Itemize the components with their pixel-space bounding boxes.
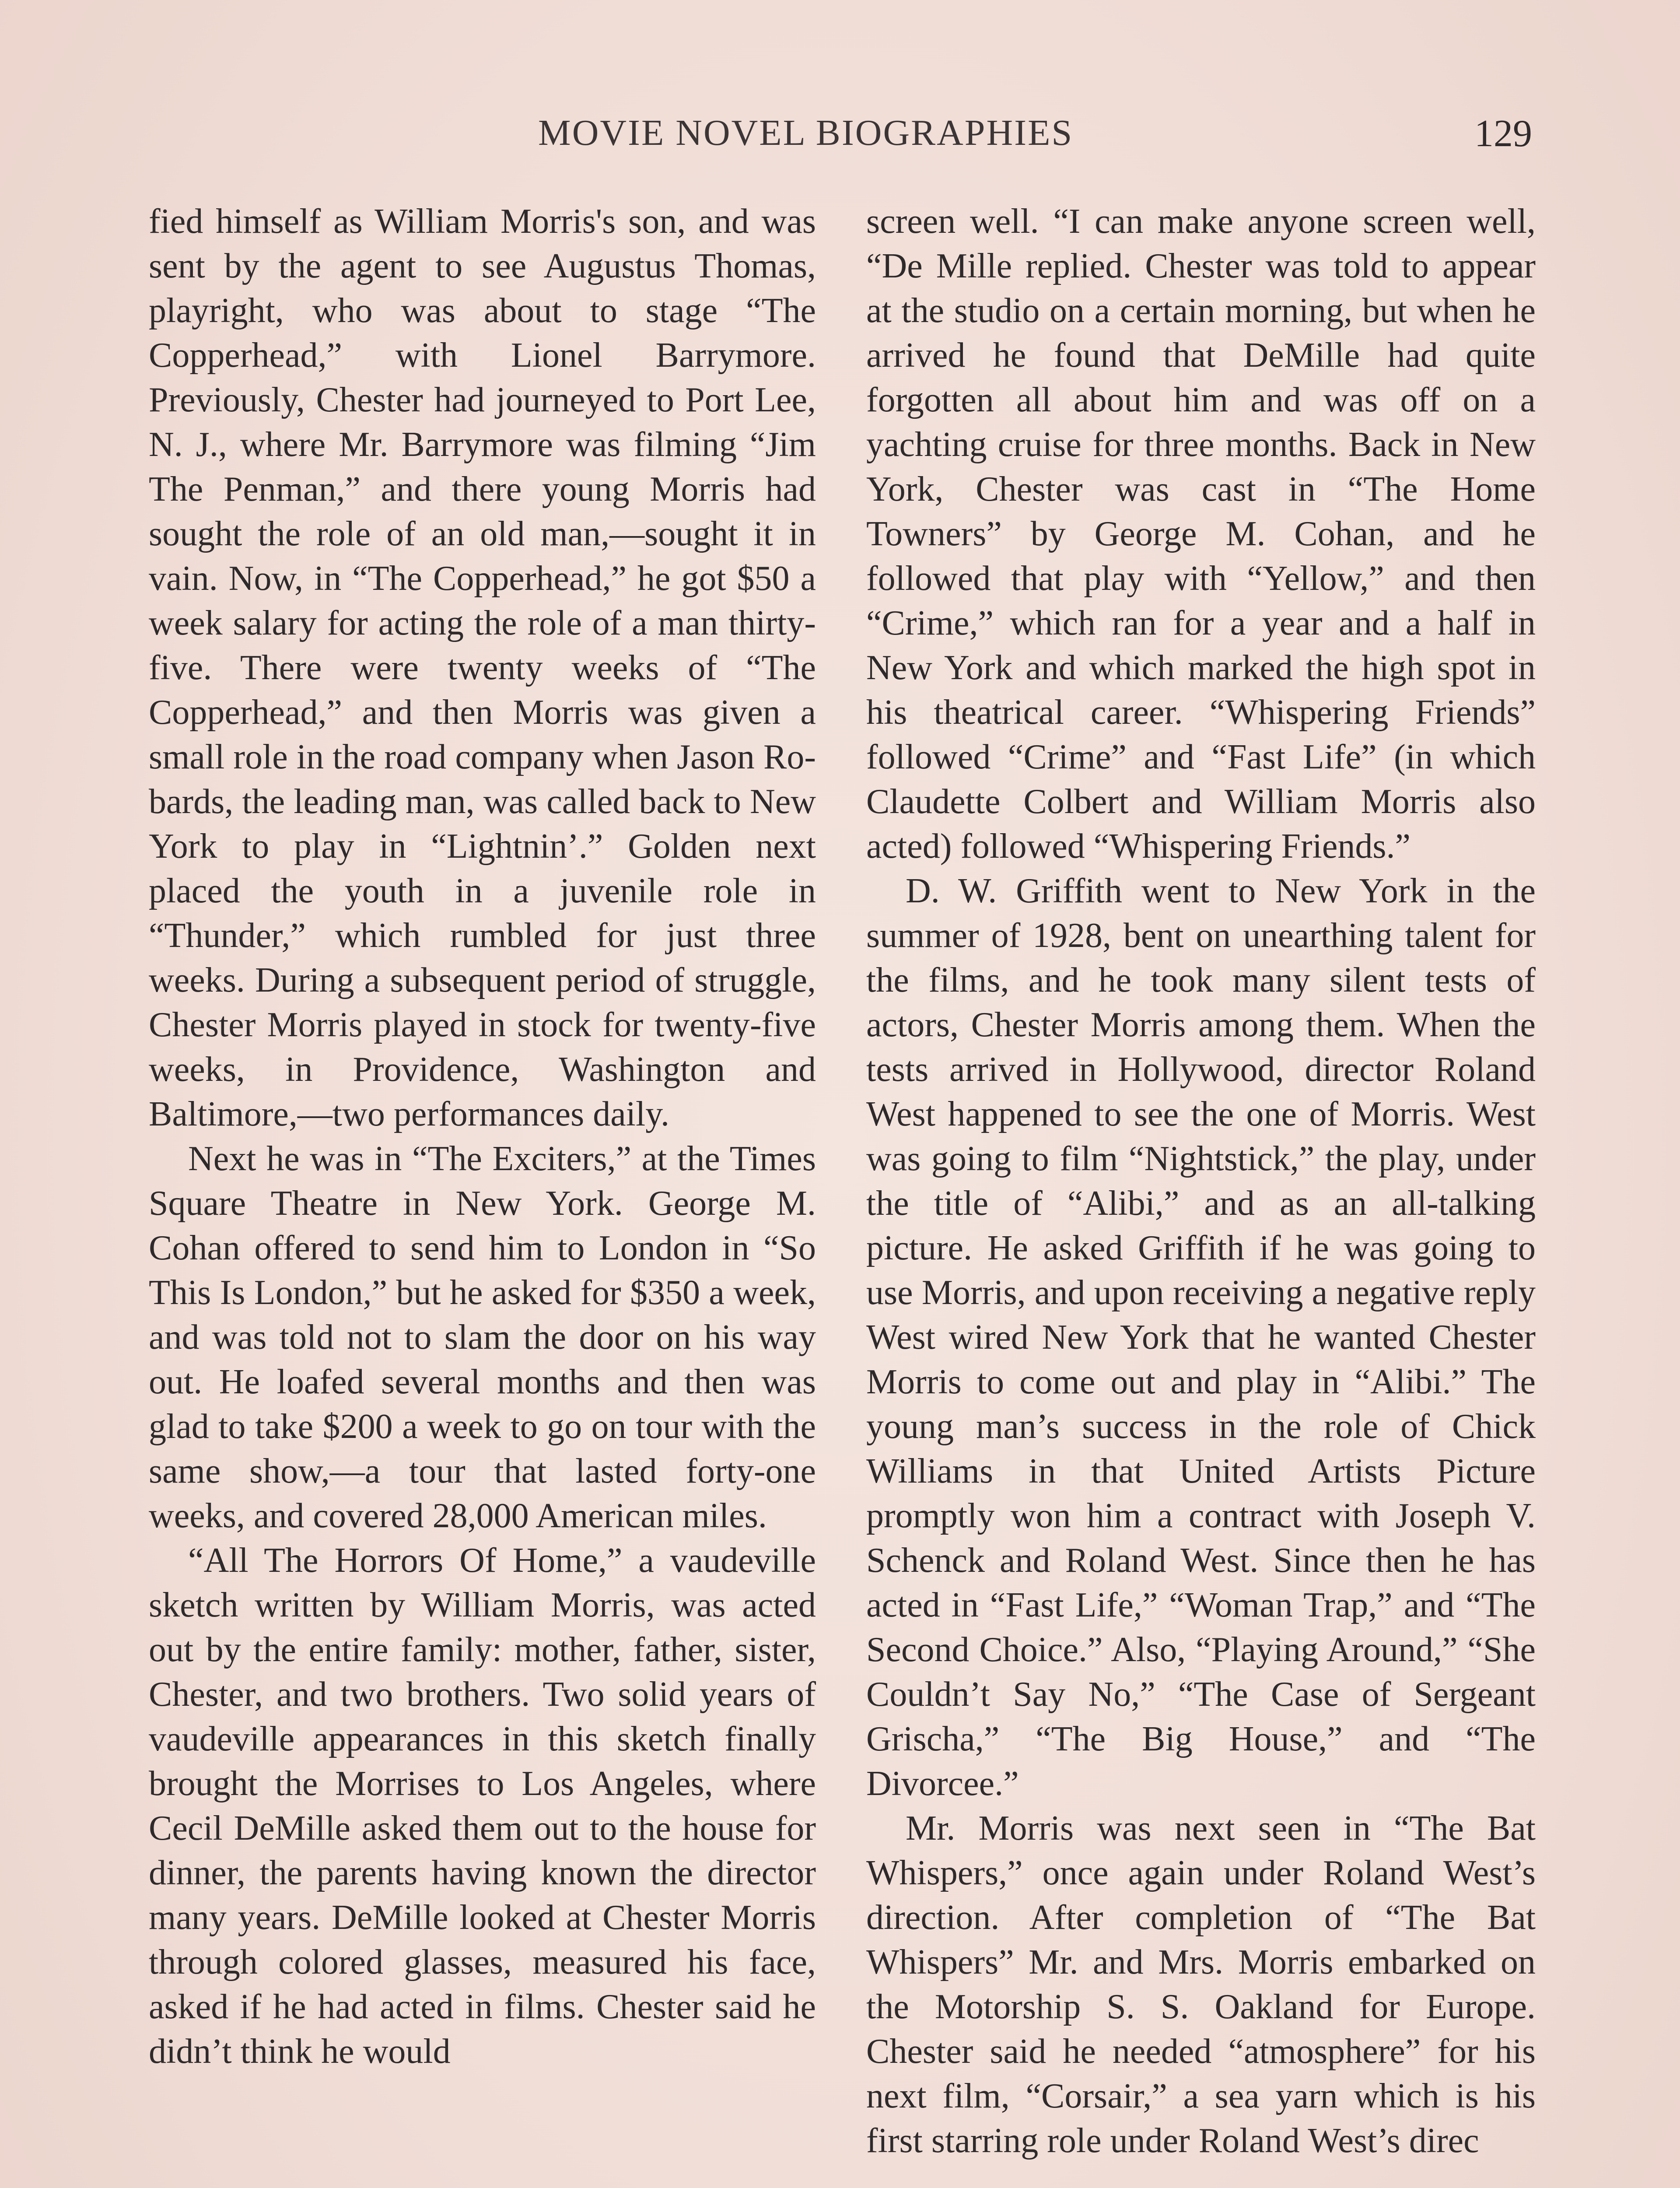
paragraph: fied himself as William Morris's son, and was sent by the agent to see Augustus Thomas, playright, who was about to stage “The Copperhead,” with Lionel Barrymore. Previously, Chester had journeyed to Port Lee, N. J., where Mr. Barrymore was filming “Jim The Penman,” and there young Morris had sought the role of an old man,—sought it in vain. Now, in “The Copperhead,” he got $50 a week salary for acting the role of a man thirty-five. There were twenty weeks of “The Copperhead,” and then Morris was given a small role in the road company when Jason Robards, the leading man, was called back to New York to play in “Lightnin’.” Golden next placed the youth in a juvenile role in “Thunder,” which rumbled for just three weeks. During a subsequent period of struggle, Chester Morris played in stock for twenty-five weeks, in Providence, Washington and Baltimore,—two performances daily.: [149, 202, 816, 1133]
paragraph: Mr. Morris was next seen in “The Bat Whispers,” once again under Roland West’s direction. After completion of “The Bat Whispers” Mr. and Mrs. Morris embarked on the Motorship S. S. Oakland for Europe. Chester said he needed “atmosphere” for his next film, “Corsair,” a sea yarn which is his first starring role under Roland West’s direc: [866, 1809, 1536, 2160]
paragraph: screen well. “I can make anyone screen well, “De Mille replied. Chester was told to appear at the studio on a certain morning, but when he arrived he found that DeMille had quite forgotten all about him and was off on a yachting cruise for three months. Back in New York, Chester was cast in “The Home Towners” by George M. Cohan, and he followed that play with “Yellow,” and then “Crime,” which ran for a year and a half in New York and which marked the high spot in his theatrical career. “Whispering Friends” followed “Crime” and “Fast Life” (in which Claudette Colbert and William Morris also acted) followed “Whispering Friends.”: [866, 202, 1536, 866]
left-column: [149, 199, 816, 2074]
paragraph: Next he was in “The Exciters,” at the Times Square Theatre in New York. George M. Cohan offered to send him to London in “So This Is London,” but he asked for $350 a week, and was told not to slam the door on his way out. He loafed several months and then was glad to take $200 a week to go on tour with the same show,—a tour that lasted forty-one weeks, and covered 28,000 American miles.: [149, 1140, 816, 1535]
right-column: [866, 199, 1536, 2163]
paragraph: D. W. Griffith went to New York in the summer of 1928, bent on unearthing talent for the films, and he took many silent tests of actors, Chester Morris among them. When the tests arrived in Hollywood, director Roland West happened to see the one of Morris. West was going to film “Nightstick,” the play, under the title of “Alibi,” and as an all-talking picture. He asked Griffith if he was going to use Morris, and upon receiving a negative reply West wired New York that he wanted Chester Morris to come out and play in “Alibi.” The young man’s success in the role of Chick Williams in that United Artists Picture promptly won him a contract with Joseph V. Schenck and Roland West. Since then he has acted in “Fast Life,” “Woman Trap,” and “The Second Choice.” Also, “Playing Around,” “She Couldn’t Say No,” “The Case of Sergeant Grischa,” “The Big House,” and “The Divorcee.”: [866, 872, 1536, 1803]
paragraph: “All The Horrors Of Home,” a vaudeville sketch written by William Morris, was acted out by the entire family: mother, father, sister, Chester, and two brothers. Two solid years of vaudeville appearances in this sketch finally brought the Morrises to Los Angeles, where Cecil DeMille asked them out to the house for dinner, the parents having known the director many years. DeMille looked at Chester Morris through colored glasses, measured his face, asked if he had acted in films. Chester said he didn’t think he would: [149, 1541, 816, 2071]
page-number: 129: [1474, 112, 1532, 155]
running-title: MOVIE NOVEL BIOGRAPHIES: [538, 112, 1074, 153]
